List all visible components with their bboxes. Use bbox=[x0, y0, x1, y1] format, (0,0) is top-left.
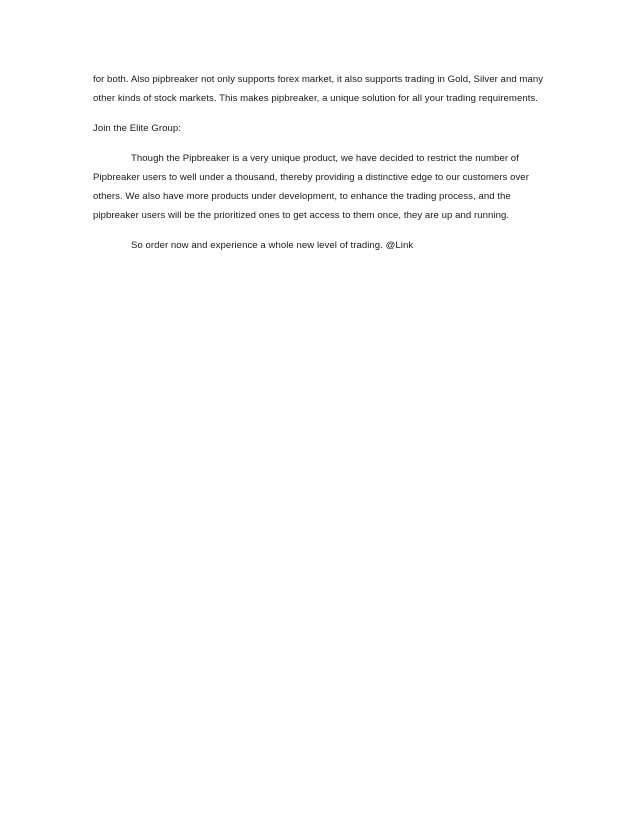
paragraph-intro-continuation: for both. Also pipbreaker not only supports forex market, it also supports trading in Gold, Silver and many other kinds of stock markets. This makes pipbreaker, a unique solution for all your trading requirements. bbox=[93, 74, 544, 104]
document-body bbox=[93, 70, 555, 266]
paragraph-elite-group: Though the Pipbreaker is a very unique product, we have decided to restrict the number of Pipbreaker users to well under a thousand, thereby providing a distinctive edge to our customers over others. We also have more products under development, to enhance the trading process, and the pipbreaker users will be the prioritized ones to get access to them once, they are up and running. bbox=[93, 153, 529, 221]
section-heading: Join the Elite Group: bbox=[93, 123, 181, 134]
paragraph-call-to-action: So order now and experience a whole new level of trading. @Link bbox=[131, 240, 414, 251]
